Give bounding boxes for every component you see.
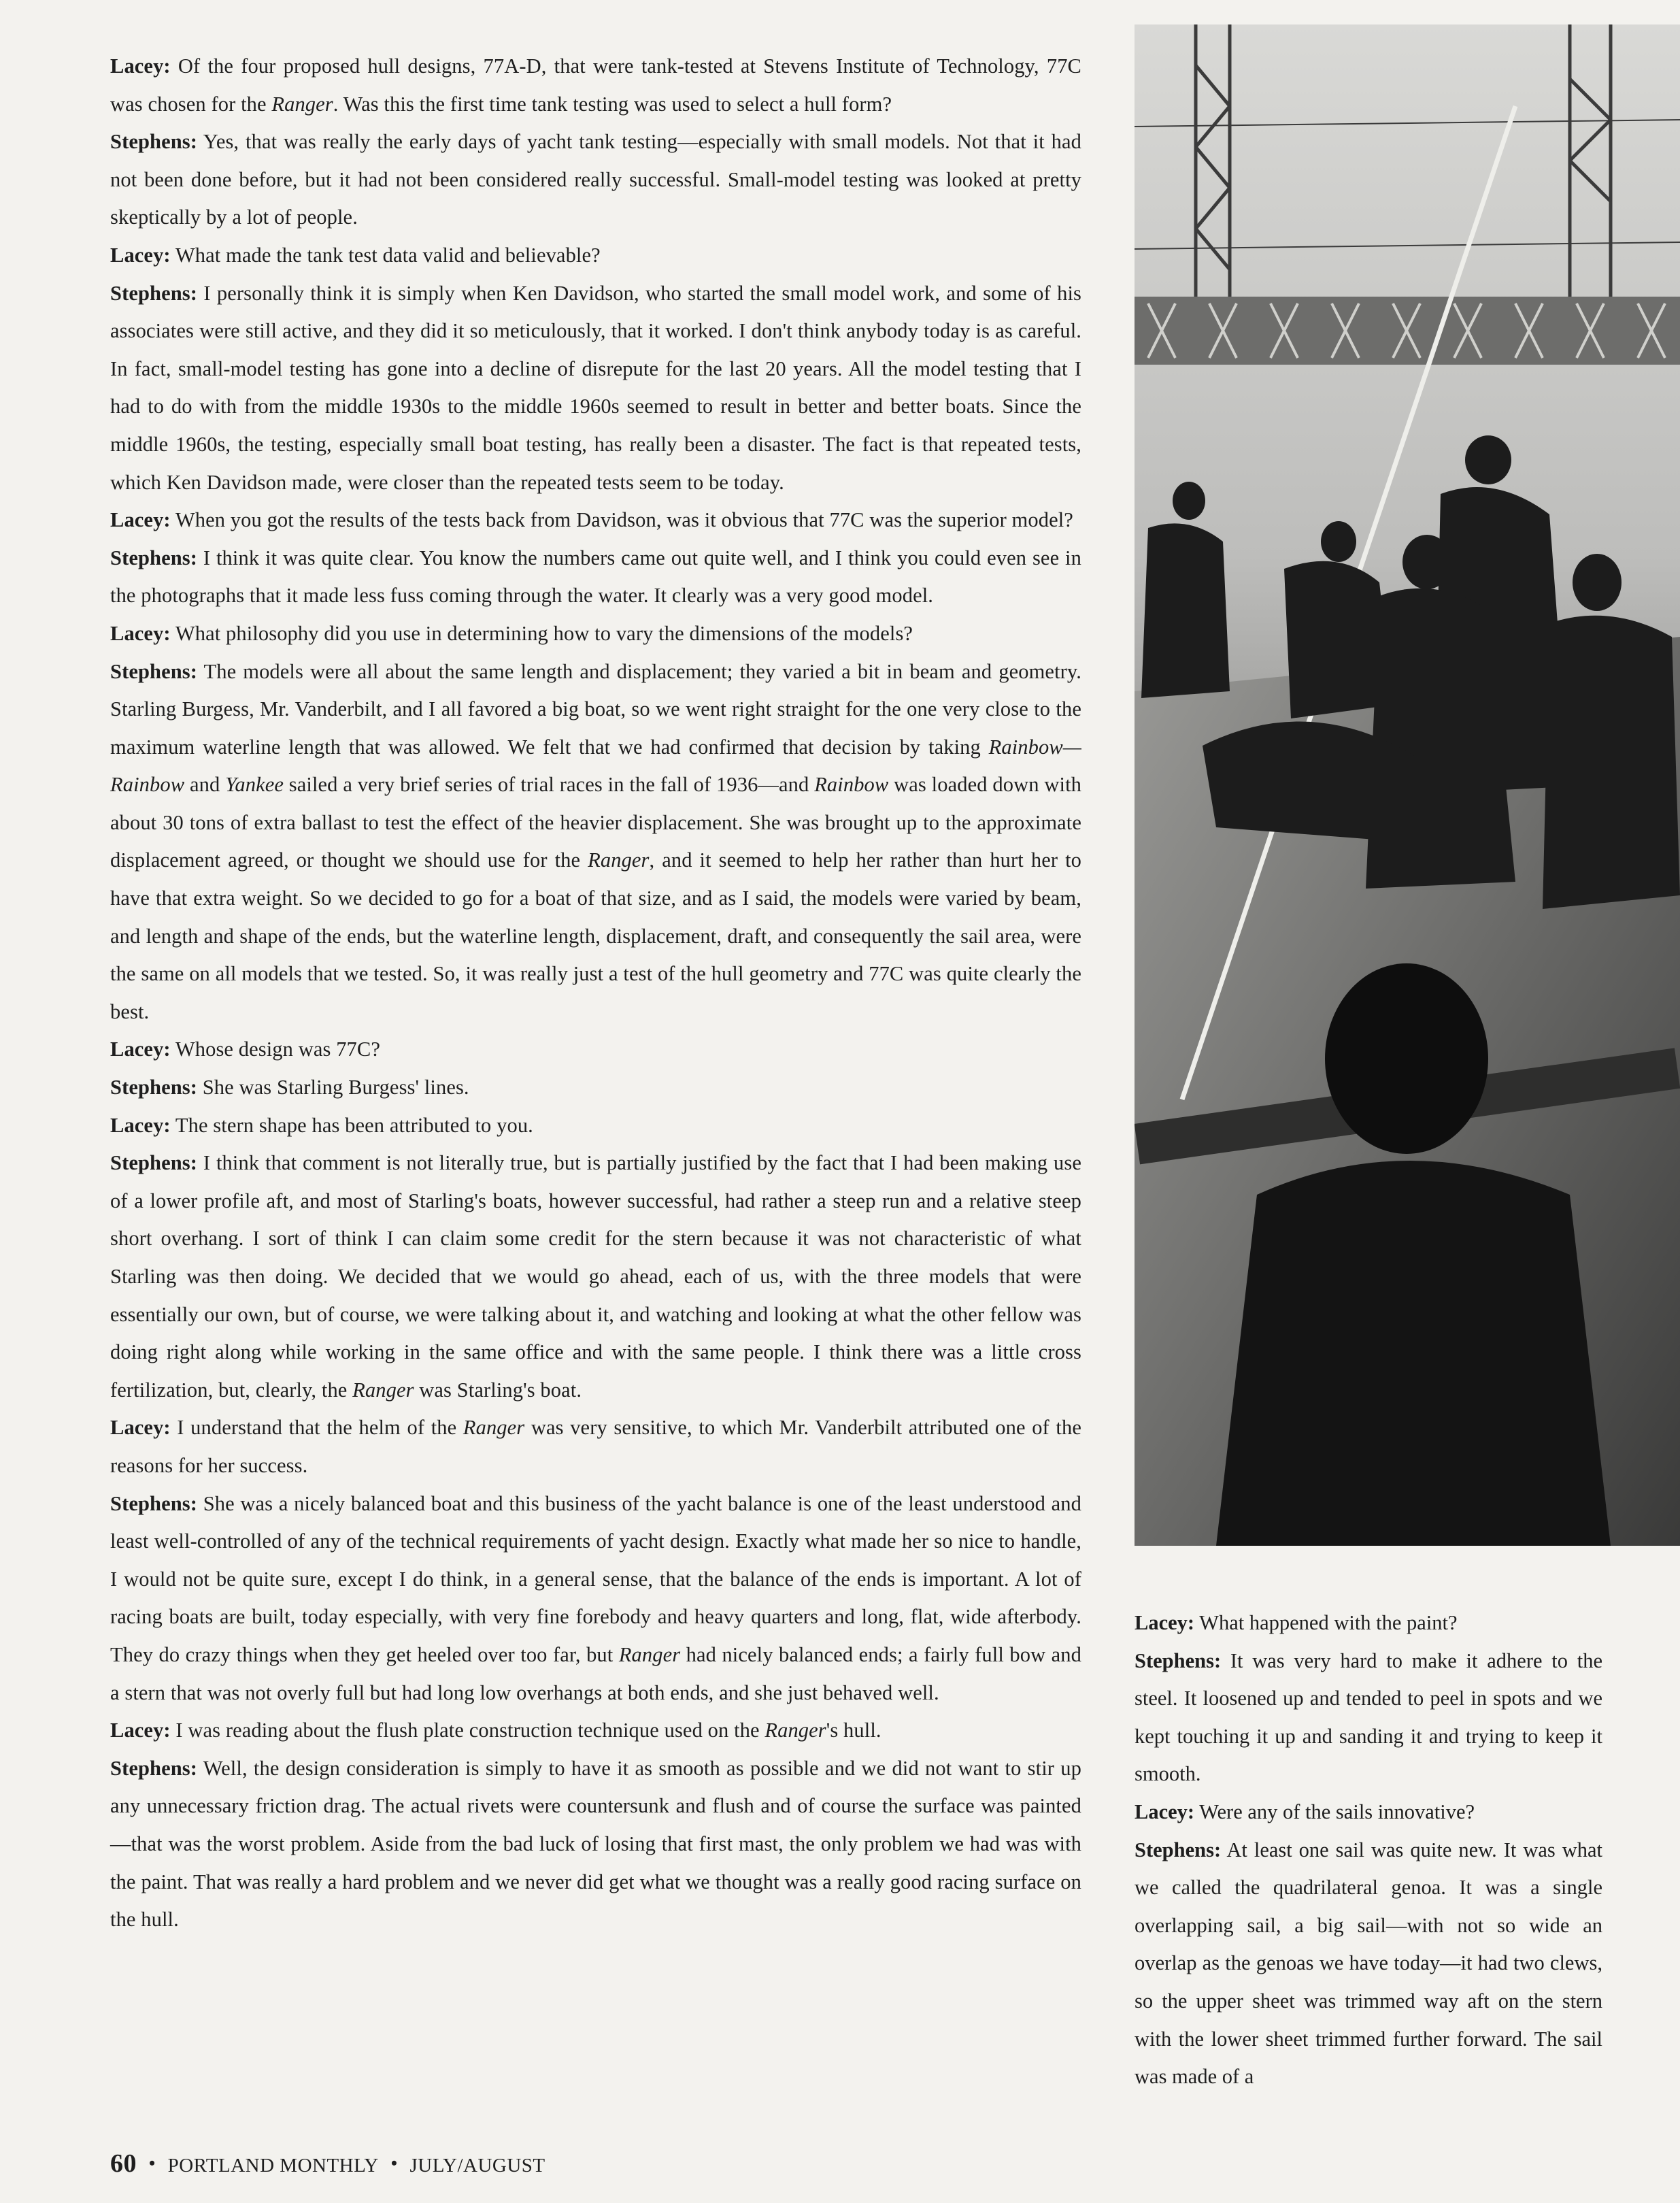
speaker-label: Lacey: [110,1038,171,1061]
paragraph-text: I think it was quite clear. You know the numbers came out quite well, and I think you could even see in the photographs that it made less fuss coming through the water. It clearly was a very good model. [110,546,1081,608]
paragraph-text: It was very hard to make it adhere to the steel. It loosened up and tended to peel in spots and we kept touching it up and sanding it and trying to keep it smooth. [1135,1649,1602,1786]
paragraph-text: Were any of the sails innovative? [1194,1800,1475,1823]
interview-paragraph [110,1107,1081,1145]
paragraph-text: When you got the results of the tests back from Davidson, was it obvious that 77C was the superior model? [170,508,1073,532]
speaker-label: Lacey: [110,621,171,645]
speaker-label: Lacey: [1135,1611,1195,1634]
paragraph-text: What made the tank test data valid and believable? [170,243,601,267]
interview-paragraph [110,653,1081,1031]
interview-paragraph [110,1409,1081,1485]
interview-paragraph [1135,1832,1602,2096]
speaker-label: Lacey: [110,54,171,78]
speaker-label: Lacey: [110,1719,171,1742]
paragraph-text: Yes, that was really the early days of yacht tank testing—especially with small models. Not that it had not been done before, but it had not been considered really successful. Small-model testing was looked at pretty skeptically by a lot of people. [110,130,1081,229]
interview-paragraph [110,1144,1081,1409]
paragraph-text: Of the four proposed hull designs, 77A-D, that were tank-tested at Stevens Institute of Technology, 77C was chosen for the [110,54,1081,116]
speaker-label: Lacey: [1135,1800,1195,1823]
paragraph-text: I was reading about the flush plate construction technique used on the [170,1719,765,1742]
speaker-label: Stephens: [110,1076,198,1099]
speaker-label: Stephens: [110,1151,198,1175]
article-main-column [110,48,1081,1939]
interview-paragraph [110,1031,1081,1069]
speaker-label: Stephens: [110,130,198,154]
page-number: 60 [110,2149,137,2178]
speaker-label: Stephens: [110,1491,198,1515]
speaker-label: Lacey: [110,508,171,532]
paragraph-text: I personally think it is simply when Ken Davidson, who started the small model work, and some of his associates were still active, and they did it so meticulously, that it worked. I don't think anybody today is as careful. In fact, small-model testing has gone into a decline of disrepute for the last 20 years. All the model testing that I had to do with from the middle 1930s to the middle 1960s seemed to result in better and better boats. Since the middle 1960s, the testing, especially small boat testing, has really been a disaster. The fact is that repeated tests, which Ken Davidson made, were closer than the repeated tests seem to be today. [110,281,1081,494]
interview-paragraph [110,1712,1081,1750]
speaker-label: Stephens: [110,1756,198,1780]
italic-name: Rainbow [814,773,889,797]
interview-paragraph [1135,1793,1602,1832]
paragraph-text: The stern shape has been attributed to you. [170,1113,533,1137]
italic-name: Ranger [588,848,650,872]
speaker-label: Lacey: [110,243,171,267]
italic-name: Ranger [618,1642,681,1666]
paragraph-text: She was Starling Burgess' lines. [197,1076,469,1099]
interview-paragraph [110,615,1081,653]
interview-paragraph [110,48,1081,123]
paragraph-text: was Starling's boat. [414,1378,582,1402]
italic-name: Ranger [463,1416,525,1440]
page-footer [110,2149,545,2179]
footer-separator: • [149,2153,156,2173]
speaker-label: Lacey: [110,1113,171,1137]
italic-name: Ranger [352,1378,414,1402]
paragraph-text: Whose design was 77C? [170,1038,380,1061]
italic-name: Ranger [765,1719,826,1742]
interview-paragraph [110,1069,1081,1107]
article-side-column [1135,1604,1602,2096]
interview-paragraph [110,237,1081,275]
paragraph-text: She was a nicely balanced boat and this business of the yacht balance is one of the least understood and least well-controlled of any of the technical requirements of yacht design. Exactly what made her so nice to handle, I would not be quite sure, except I do think, in a general sense, that the balance of the ends is important. A lot of racing boats are built, today especially, with very fine forebody and heavy quarters and long, flat, wide afterbody. They do crazy things when they get heeled over too far, but [110,1491,1081,1666]
speaker-label: Stephens: [110,659,198,683]
speaker-label: Stephens: [110,281,198,305]
interview-paragraph [110,123,1081,237]
speaker-label: Stephens: [110,546,198,569]
interview-paragraph [1135,1604,1602,1642]
interview-paragraph [110,1485,1081,1712]
footer-separator: • [390,2153,398,2173]
paragraph-text: 's hull. [826,1719,881,1742]
deck-crew-photograph [1135,24,1680,1546]
italic-name: Rainbow—Rainbow [110,735,1081,797]
paragraph-text: sailed a very brief series of trial races in the fall of 1936—and [283,773,815,797]
paragraph-text: At least one sail was quite new. It was what we called the quadrilateral genoa. It was a single overlapping sail, a big sail—with not so wide an overlap as the genoas we have today—it had two clews, so the upper sheet was trimmed way aft on the stern with the lower sheet trimmed further forward. The sail was made of a [1135,1838,1602,2089]
paragraph-text: had nicely balanced ends; a fairly full bow and a stern that was not overly full but had long low overhangs at both ends, and she just behaved well. [110,1642,1081,1704]
interview-paragraph [1135,1642,1602,1793]
speaker-label: Stephens: [1135,1838,1222,1861]
magazine-name: PORTLAND MONTHLY [167,2155,379,2176]
paragraph-text: The models were all about the same length and displacement; they varied a bit in beam and geometry. Starling Burgess, Mr. Vanderbilt, and I all favored a big boat, so we went right straight for the one very close to the maximum waterline length that was allowed. We felt that we had confirmed that decision by taking [110,659,1081,759]
paragraph-text: was very sensitive, to which Mr. Vanderbilt attributed one of the reasons for her success. [110,1416,1081,1477]
interview-paragraph [110,501,1081,540]
paragraph-text: Well, the design consideration is simply to have it as smooth as possible and we did not want to stir up any unnecessary friction drag. The actual rivets were countersunk and flush and of course the surface was painted—that was the worst problem. Aside from the bad luck of losing that first mast, the only problem we had was with the paint. That was really a hard problem and we never did get what we thought was a really good racing surface on the hull. [110,1756,1081,1932]
interview-paragraph [110,275,1081,502]
italic-name: Ranger [271,92,333,116]
paragraph-text: was loaded down with about 30 tons of extra ballast to test the effect of the heavier displacement. She was brought up to the approximate displacement agreed, or thought we should use for the [110,773,1081,872]
paragraph-text: . Was this the first time tank testing was used to select a hull form? [333,92,892,116]
paragraph-text: I think that comment is not literally true, but is partially justified by the fact that I had been making use of a lower profile aft, and most of Starling's boats, however successful, had rather a steep run and a relative steep short overhang. I sort of think I can claim some credit for the stern because it was not characteristic of what Starling was then doing. We decided that we would go ahead, each of us, with the three models that were essentially our own, but of course, we were talking about it, and watching and looking at what the other fellow was doing right along while working in the same office and with the same people. I think there was a little cross fertilization, but, clearly, the [110,1151,1081,1402]
speaker-label: Lacey: [110,1416,171,1440]
paragraph-text: What philosophy did you use in determining how to vary the dimensions of the models? [170,621,913,645]
paragraph-text: and [184,773,226,797]
speaker-label: Stephens: [1135,1649,1222,1672]
interview-paragraph [110,1750,1081,1939]
paragraph-text: , and it seemed to help her rather than hurt her to have that extra weight. So we decided to go for a boat of that size, and as I said, the models were varied by beam, and length and shape of the ends, but the waterline length, displacement, draft, and consequently the sail area, were the same on all models that we tested. So, it was really just a test of the hull geometry and 77C was quite clearly the best. [110,848,1081,1023]
paragraph-text: What happened with the paint? [1194,1611,1458,1634]
italic-name: Yankee [225,773,284,797]
interview-paragraph [110,540,1081,615]
issue-date: JULY/AUGUST [409,2155,545,2176]
paragraph-text: I understand that the helm of the [170,1416,463,1440]
